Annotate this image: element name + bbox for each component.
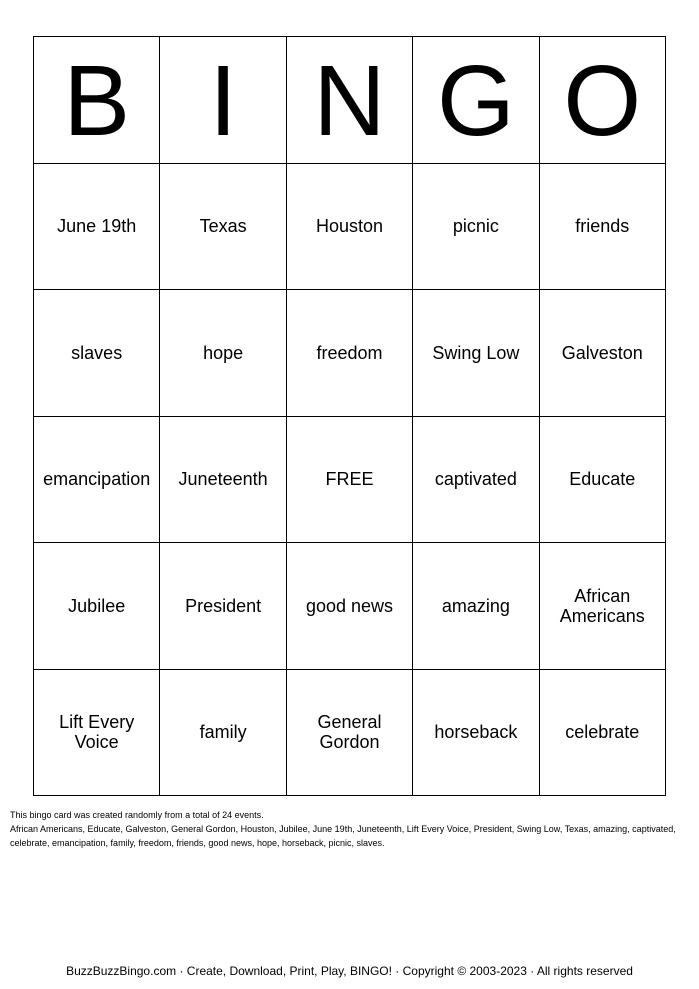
bingo-cell-text: friends — [575, 216, 630, 237]
bingo-cell-text: hope — [203, 342, 244, 363]
bingo-cell-text: Jubilee — [68, 595, 126, 616]
bingo-cell-r3-c3 — [287, 417, 413, 544]
header-letter-g — [413, 37, 539, 164]
bingo-cell-text: Educate — [569, 469, 636, 490]
header-letter-i — [160, 37, 286, 164]
header-letter-o — [540, 37, 666, 164]
bingo-cell-text: African Americans — [559, 585, 645, 626]
bingo-cell-text: Juneteenth — [178, 469, 268, 490]
bingo-cell-text: horseback — [434, 722, 518, 743]
bingo-cell-r5-c5 — [540, 670, 666, 797]
bingo-cell-text: picnic — [452, 216, 499, 237]
bingo-cell-r3-c4 — [413, 417, 539, 544]
bingo-cell-text: Texas — [199, 216, 247, 237]
bingo-cell-text: family — [199, 722, 247, 743]
bingo-cell-text: FREE — [325, 469, 374, 490]
bingo-cell-r1-c2 — [160, 164, 286, 291]
bingo-cell-r5-c1 — [34, 670, 160, 797]
bingo-cell-text: General Gordon — [317, 712, 382, 753]
header-letter-text: I — [209, 44, 237, 157]
card-info — [10, 808, 690, 850]
header-letter-text: N — [313, 44, 386, 157]
bingo-cell-r5-c2 — [160, 670, 286, 797]
header-letter-text: O — [563, 44, 642, 157]
header-letter-n — [287, 37, 413, 164]
bingo-cell-text: Swing Low — [432, 342, 520, 363]
bingo-cell-text: good news — [305, 595, 394, 616]
bingo-cell-r2-c5 — [540, 290, 666, 417]
card-info-event-list: African Americans, Educate, Galveston, General Gordon, Houston, Jubilee, June 19th, Juneteenth, Lift Every Voice, President, Swing Low, Texas, amazing, captivated, celebrate, emancipation, family, freedom, friends, good news, hope, horseback, picnic, slaves. — [10, 824, 676, 848]
bingo-cell-r4-c3 — [287, 543, 413, 670]
bingo-cell-r4-c1 — [34, 543, 160, 670]
bingo-cell-r5-c4 — [413, 670, 539, 797]
bingo-cell-text: slaves — [71, 342, 123, 363]
bingo-cell-text: celebrate — [565, 722, 640, 743]
bingo-cell-r3-c1 — [34, 417, 160, 544]
bingo-cell-text: Galveston — [561, 342, 643, 363]
bingo-cell-r2-c3 — [287, 290, 413, 417]
bingo-cell-r1-c5 — [540, 164, 666, 291]
bingo-cell-r5-c3 — [287, 670, 413, 797]
bingo-cell-r4-c2 — [160, 543, 286, 670]
bingo-cell-text: captivated — [434, 469, 517, 490]
header-letter-text: B — [63, 44, 131, 157]
bingo-cell-r2-c2 — [160, 290, 286, 417]
bingo-card — [33, 36, 666, 796]
bingo-cell-text: June 19th — [57, 216, 137, 237]
bingo-cell-r3-c5 — [540, 417, 666, 544]
header-letter-b — [34, 37, 160, 164]
bingo-cell-text: Lift Every Voice — [59, 712, 135, 753]
bingo-cell-r4-c4 — [413, 543, 539, 670]
bingo-cell-text: President — [185, 595, 262, 616]
page-footer — [0, 963, 699, 979]
bingo-cell-r3-c2 — [160, 417, 286, 544]
bingo-cell-text: emancipation — [43, 469, 151, 490]
footer-text: BuzzBuzzBingo.com · Create, Download, Print, Play, BINGO! · Copyright © 2003-2023 · All rights reserved — [66, 964, 633, 978]
bingo-cell-text: Houston — [315, 216, 384, 237]
bingo-cell-r4-c5 — [540, 543, 666, 670]
bingo-cell-r1-c1 — [34, 164, 160, 291]
header-letter-text: G — [436, 44, 515, 157]
bingo-cell-r2-c4 — [413, 290, 539, 417]
bingo-cell-text: freedom — [316, 342, 383, 363]
bingo-cell-r2-c1 — [34, 290, 160, 417]
bingo-cell-text: amazing — [441, 595, 510, 616]
bingo-cell-r1-c4 — [413, 164, 539, 291]
card-info-summary: This bingo card was created randomly from a total of 24 events. — [10, 810, 264, 820]
bingo-cell-r1-c3 — [287, 164, 413, 291]
